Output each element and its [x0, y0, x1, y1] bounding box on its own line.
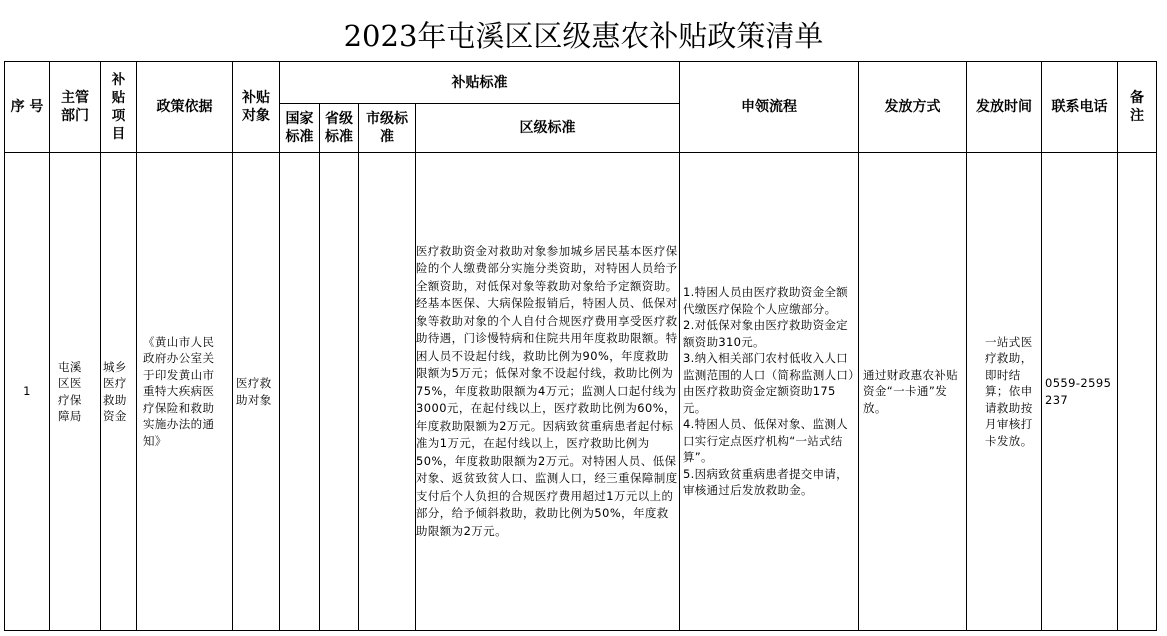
- cell-target: 医疗救助对象: [233, 153, 280, 631]
- process-step: 2.对低保对象由医疗救助资金定额资助310元。: [683, 318, 848, 349]
- page-title: 2023年屯溪区区级惠农补贴政策清单: [343, 19, 824, 53]
- header-national: 国家标准: [280, 104, 320, 153]
- cell-phone: 0559-2595237: [1042, 153, 1118, 631]
- header-basis: 政策依据: [137, 62, 233, 153]
- policy-table: [4, 61, 1157, 631]
- header-standard: 补贴标准: [280, 62, 680, 104]
- header-time: 发放时间: [967, 62, 1042, 153]
- cell-time: 一站式医疗救助，即时结算；依申请救助按月审核打卡发放。: [967, 153, 1042, 631]
- process-step: 3.纳入相关部门农村低收入人口监测范围的人口（简称监测人口）由医疗救助资金定额资助175元。: [683, 351, 855, 415]
- header-district: 区级标准: [416, 104, 680, 153]
- header-provincial: 省级标准: [320, 104, 359, 153]
- cell-national: [280, 153, 320, 631]
- cell-seq: 1: [5, 153, 50, 631]
- cell-process: [680, 153, 859, 631]
- header-seq: 序 号: [5, 62, 50, 153]
- header-method: 发放方式: [859, 62, 967, 153]
- cell-dept: 屯溪区医疗保障局: [50, 153, 101, 631]
- cell-basis: 《黄山市人民政府办公室关于印发黄山市重特大疾病医疗保险和救助实施办法的通知》: [137, 153, 233, 631]
- header-phone: 联系电话: [1042, 62, 1118, 153]
- process-step: 4.特困人员、低保对象、监测人口实行定点医疗机构“一站式结算”。: [683, 417, 848, 465]
- cell-item: 城乡医疗救助资金: [101, 153, 137, 631]
- header-process: 申领流程: [680, 62, 859, 153]
- process-step: 5.因病致贫重病患者提交申请，审核通过后发放救助金。: [683, 466, 848, 498]
- cell-method: 通过财政惠农补贴资金“一卡通”发放。: [859, 153, 967, 631]
- header-target: 补贴对象: [233, 62, 280, 153]
- header-item: 补贴项目: [101, 62, 137, 153]
- header-row-top: [5, 62, 1157, 104]
- process-step: 1.特困人员由医疗救助资金全额代缴医疗保险个人应缴部分。: [683, 285, 848, 316]
- cell-remark: [1118, 153, 1157, 631]
- cell-provincial: [320, 153, 359, 631]
- cell-municipal: [359, 153, 416, 631]
- header-municipal: 市级标准: [359, 104, 416, 153]
- header-remark: 备注: [1118, 62, 1157, 153]
- header-dept: 主管部门: [50, 62, 101, 153]
- table-row: [5, 153, 1157, 631]
- cell-district: 医疗救助资金对救助对象参加城乡居民基本医疗保险的个人缴费部分实施分类资助，对特困人员给予全额资助，对低保对象等救助对象给予定额资助。经基本医保、大病保险报销后，特困人员、低保对象等救助对象的个人自付合规医疗费用享受医疗救助待遇，门诊慢特病和住院共用年度救助限额。特困人员不设起付线，救助比例为90%，年度救助限额为5万元；低保对象不设起付线，救助比例为75%，年度救助限额为4万元；监测人口起付线为3000元，在起付线以上，医疗救助比例为60%，年度救助限额为2万元。因病致贫重病患者起付标准为1万元，在起付线以上，医疗救助比例为50%，年度救助限额为2万元。对特困人员、低保对象、返贫致贫人口、监测人口，经三重保障制度支付后个人负担的合规医疗费用超过1万元以上的部分，给予倾斜救助，救助比例为50%，年度救助限额为2万元。: [416, 153, 680, 631]
